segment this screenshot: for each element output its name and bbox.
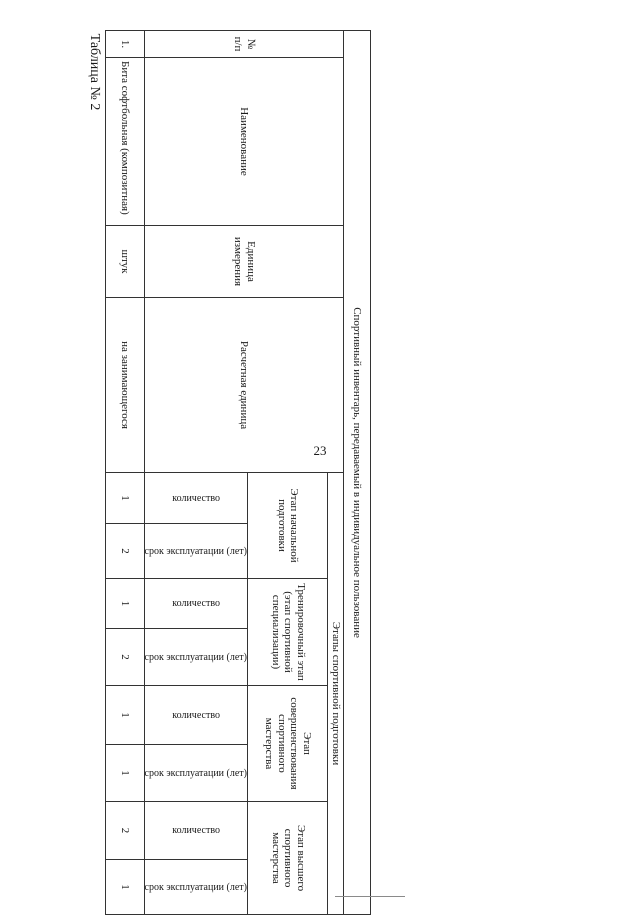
- row-name: Бита софтбольная (композитная): [105, 58, 144, 226]
- table-caption: Таблица № 2: [87, 33, 102, 111]
- equipment-table: [105, 30, 371, 915]
- header-service-life: срок эксплуатации (лет): [144, 745, 247, 802]
- header-quantity: количество: [144, 579, 247, 629]
- header-quantity: количество: [144, 686, 247, 745]
- header-service-life: срок эксплуатации (лет): [144, 524, 247, 579]
- header-stage-improvement: Этап совершенствования спортивного мастерства: [248, 686, 328, 802]
- table-title: Спортивный инвентарь, передаваемый в индивидуальное пользование: [344, 31, 371, 915]
- row-num: 1.: [105, 31, 144, 58]
- header-stage-initial: Этап начальной подготовки: [248, 473, 328, 579]
- rotated-table-container: [119, 30, 371, 893]
- header-quantity: количество: [144, 473, 247, 524]
- header-calc-unit: Расчетная единица: [144, 298, 343, 473]
- header-name: Наименование: [144, 58, 343, 226]
- header-stages-group: Этапы спортивной подготовки: [328, 473, 344, 915]
- header-service-life: срок эксплуатации (лет): [144, 860, 247, 915]
- cell-higher-service-life: 1: [105, 860, 144, 915]
- cell-training-service-life: 2: [105, 629, 144, 686]
- cell-initial-quantity: 1: [105, 473, 144, 524]
- cell-initial-service-life: 2: [105, 524, 144, 579]
- cell-training-quantity: 1: [105, 579, 144, 629]
- scan-edge-mark: [335, 896, 405, 897]
- header-stage-training: Тренировочный этап (этап спортивной специализации): [248, 579, 328, 686]
- cell-higher-quantity: 2: [105, 802, 144, 860]
- row-calc-unit: на занимающегося: [105, 298, 144, 473]
- header-quantity: количество: [144, 802, 247, 860]
- table-row: [105, 31, 144, 915]
- cell-improvement-quantity: 1: [105, 686, 144, 745]
- row-unit: штук: [105, 226, 144, 298]
- header-stage-higher: Этап высшего спортивного мастерства: [248, 802, 328, 915]
- header-service-life: срок эксплуатации (лет): [144, 629, 247, 686]
- header-num: № п/п: [144, 31, 343, 58]
- header-unit: Единица измерения: [144, 226, 343, 298]
- page-number: 23: [313, 443, 327, 458]
- cell-improvement-service-life: 1: [105, 745, 144, 802]
